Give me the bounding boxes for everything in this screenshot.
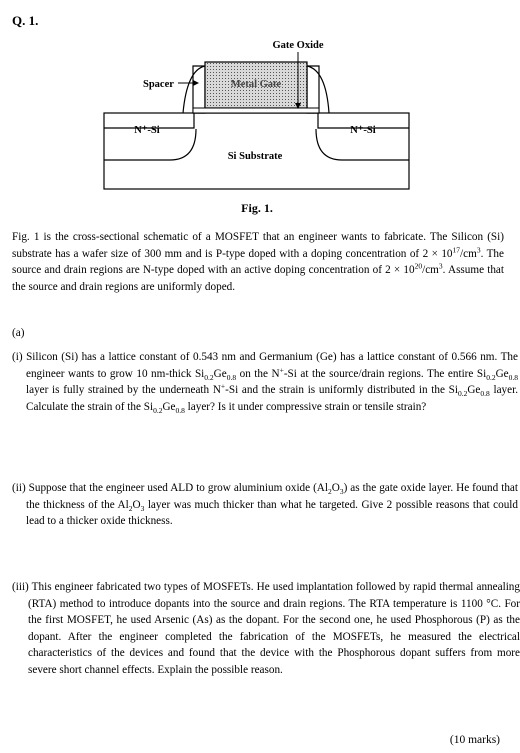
source-label: N⁺-Si <box>134 125 160 136</box>
substrate-label: Si Substrate <box>227 151 283 162</box>
figure-caption: Fig. 1. <box>241 201 273 215</box>
question-i: (i) Silicon (Si) has a lattice constant of 0.543 nm and Germanium (Ge) has a lattice constant of 0.566 nm. The engineer wants to grow 10 nm-thick $Si_{0.2}Ge_{0.8}$ on the N+-Si at the source/drain regions. The entire $Si_{0.2}Ge_{0.8}$ layer is fully strained by the underneath N+-Si and the strain is uniformly distributed in the $Si_{0.2}Ge_{0.8}$ layer. Calculate the strain of the $Si_{0.2}Ge_{0.8}$ layer? Is it under compressive strain or tensile strain? <box>12 351 519 416</box>
question-number: Q. 1. <box>12 13 39 28</box>
drain-label: N⁺-Si <box>350 125 376 136</box>
question-iii: (iii) This engineer fabricated two types of MOSFETs. He used implantation followed by rapid thermal annealing (RTA) method to introduce dopants into the source and drain regions. The RTA temperature is 1100 °C. For the first MOSFET, he used Arsenic (As) as the dopant. For the second one, he used Phosphorous (P) as the dopant. After the engineer completed the fabrication of the MOSFETs, he measured the electrical characteristics of the devices and found that the device with the Phosphorous dopant suffers from more severe short channel effects. Explain the possible reason. <box>12 581 520 676</box>
intro-paragraph: Fig. 1 is the cross-sectional schematic of a MOSFET that an engineer wants to fabricate. The Silicon (Si) substrate has a wafer size of 300 mm and is P-type doped with a doping concentration of $2 \times 10^{17}/cm^3$. The source and drain regions are N-type doped with an active doping concentration of $2 \times 10^{20}/cm^3$. Assume that the source and drain regions are uniformly doped. <box>12 231 504 293</box>
mosfet-cross-section-figure <box>0 0 514 200</box>
metal-gate-label: Metal Gate <box>230 79 282 90</box>
spacer-label: Spacer <box>143 79 174 90</box>
question-ii: (ii) Suppose that the engineer used ALD to grow aluminium oxide $(Al_2O_3)$ as the gate oxide layer. He found that the thickness of the $Al_2O_3$ layer was much thicker than what he targeted. Give 2 possible reasons that could lead to a thicker oxide thickness. <box>12 482 518 528</box>
gate-oxide-layer <box>193 108 319 113</box>
marks-label: (10 marks) <box>449 734 500 746</box>
part-a-label: (a) <box>12 327 25 339</box>
gate-oxide-label: Gate Oxide <box>272 40 324 51</box>
